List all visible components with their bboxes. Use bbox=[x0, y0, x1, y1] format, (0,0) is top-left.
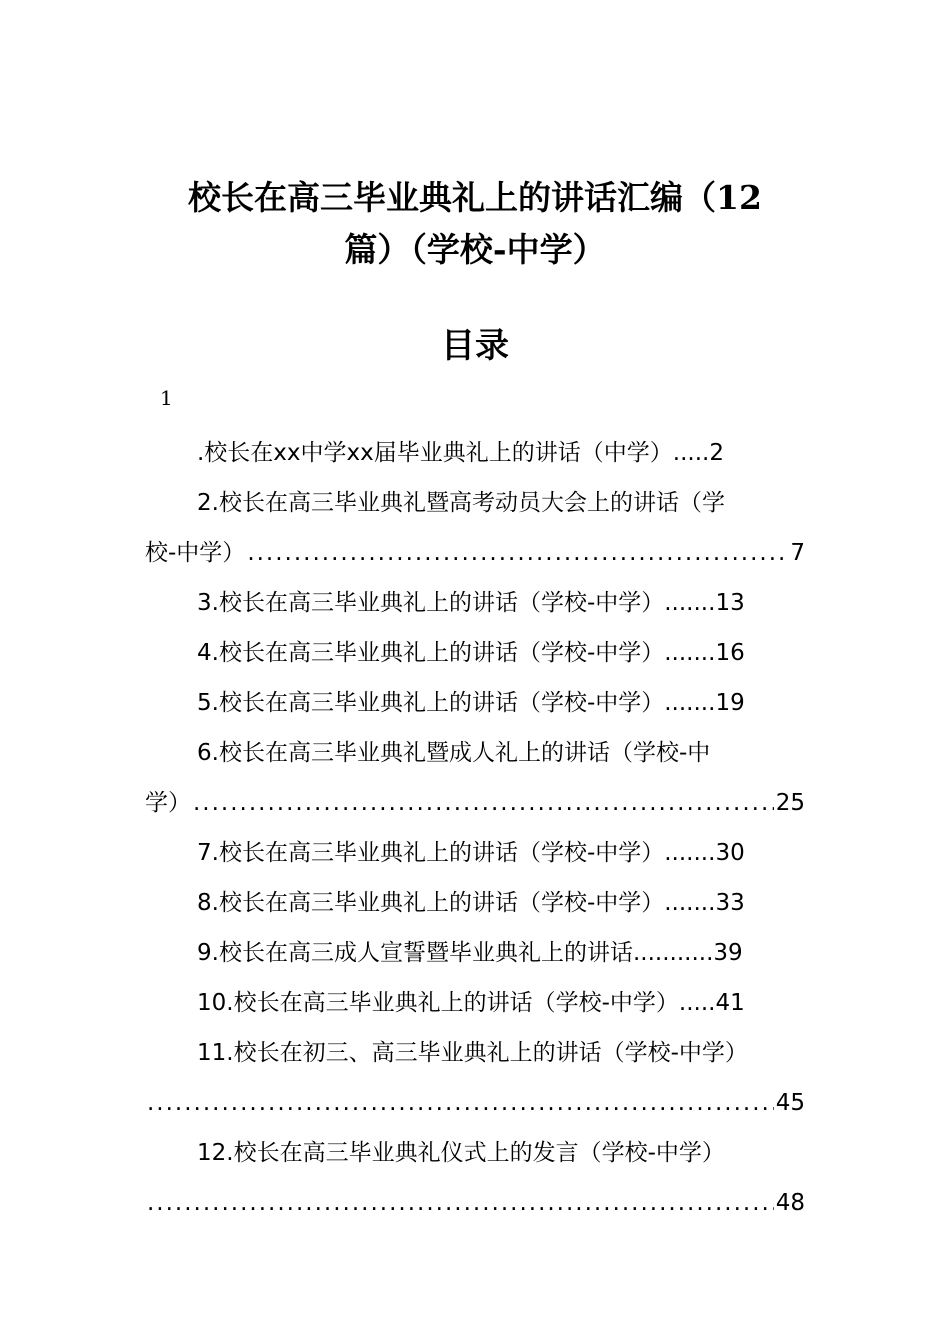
toc-leader-dots bbox=[247, 528, 788, 578]
toc-page-number: 30 bbox=[715, 840, 745, 866]
toc-leader-dots: ....... bbox=[664, 690, 716, 716]
toc-leader-dots bbox=[147, 1078, 774, 1128]
toc-entry-title-continued: 校-中学） bbox=[145, 540, 246, 566]
table-of-contents bbox=[145, 428, 805, 1228]
toc-leader-dots: ..... bbox=[678, 990, 716, 1016]
toc-entry[interactable] bbox=[145, 628, 805, 678]
toc-page-number: 2 bbox=[709, 440, 724, 466]
toc-entry[interactable] bbox=[145, 578, 805, 628]
toc-entry[interactable] bbox=[145, 1028, 805, 1128]
toc-leader-dots: ....... bbox=[664, 590, 716, 616]
toc-entry-title: 11.校长在初三、高三毕业典礼上的讲话（学校-中学） bbox=[197, 1040, 748, 1066]
toc-entry-title: .校长在xx中学xx届毕业典礼上的讲话（中学） bbox=[197, 440, 673, 466]
toc-entry-title: 5.校长在高三毕业典礼上的讲话（学校-中学） bbox=[197, 690, 665, 716]
toc-entry[interactable] bbox=[145, 728, 805, 828]
toc-entry-title: 8.校长在高三毕业典礼上的讲话（学校-中学） bbox=[197, 890, 665, 916]
toc-entry[interactable] bbox=[145, 428, 805, 478]
document-title-line-2: 篇）（学校-中学） bbox=[344, 230, 606, 269]
toc-leader-dots bbox=[193, 778, 774, 828]
toc-page-number: 41 bbox=[715, 990, 745, 1016]
toc-page-number: 39 bbox=[713, 940, 743, 966]
toc-leader-dots bbox=[147, 1178, 774, 1228]
toc-entry[interactable] bbox=[145, 928, 805, 978]
toc-page-number: 7 bbox=[790, 540, 805, 566]
toc-leader-dots: ....... bbox=[664, 840, 716, 866]
toc-page-number: 16 bbox=[715, 640, 745, 666]
toc-entry-title-continued: 学） bbox=[145, 790, 191, 816]
toc-page-number: 33 bbox=[715, 890, 745, 916]
page-marker: 1 bbox=[160, 386, 173, 410]
toc-leader-dots: ....... bbox=[664, 890, 716, 916]
toc-page-number: 48 bbox=[775, 1190, 805, 1216]
toc-entry-title: 4.校长在高三毕业典礼上的讲话（学校-中学） bbox=[197, 640, 665, 666]
toc-entry-title: 10.校长在高三毕业典礼上的讲话（学校-中学） bbox=[197, 990, 679, 1016]
toc-leader-dots: ....... bbox=[664, 640, 716, 666]
toc-entry-title: 7.校长在高三毕业典礼上的讲话（学校-中学） bbox=[197, 840, 665, 866]
toc-entry[interactable] bbox=[145, 978, 805, 1028]
document-title-line-1: 校长在高三毕业典礼上的讲话汇编（12 bbox=[188, 178, 762, 217]
toc-entry[interactable] bbox=[145, 1128, 805, 1228]
toc-leader-dots: ........... bbox=[632, 940, 714, 966]
toc-entry-title: 6.校长在高三毕业典礼暨成人礼上的讲话（学校-中 bbox=[197, 740, 711, 766]
toc-leader-dots: ..... bbox=[672, 440, 710, 466]
toc-entry-title: 3.校长在高三毕业典礼上的讲话（学校-中学） bbox=[197, 590, 665, 616]
toc-entry-title: 9.校长在高三成人宣誓暨毕业典礼上的讲话 bbox=[197, 940, 633, 966]
toc-entry-title: 12.校长在高三毕业典礼仪式上的发言（学校-中学） bbox=[197, 1140, 725, 1166]
toc-entry[interactable] bbox=[145, 828, 805, 878]
toc-page-number: 45 bbox=[775, 1090, 805, 1116]
toc-entry-title: 2.校长在高三毕业典礼暨高考动员大会上的讲话（学 bbox=[197, 490, 725, 516]
toc-entry[interactable] bbox=[145, 478, 805, 578]
toc-page-number: 19 bbox=[715, 690, 745, 716]
toc-page-number: 25 bbox=[775, 790, 805, 816]
toc-page-number: 13 bbox=[715, 590, 745, 616]
toc-entry[interactable] bbox=[145, 878, 805, 928]
document-title bbox=[150, 172, 800, 276]
toc-entry[interactable] bbox=[145, 678, 805, 728]
toc-heading: 目录 bbox=[441, 326, 509, 366]
